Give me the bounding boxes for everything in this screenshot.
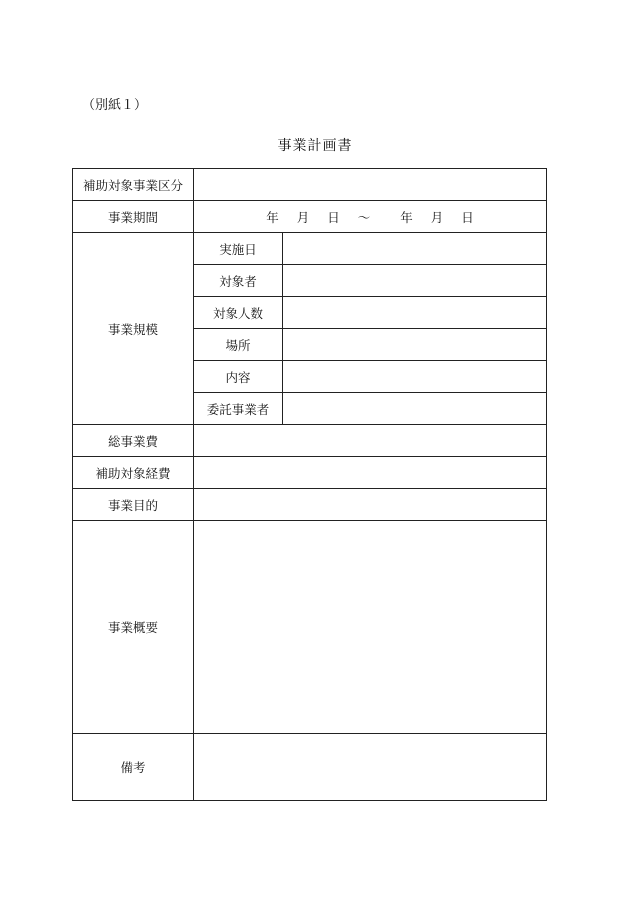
scale-label: 事業規模	[73, 233, 194, 425]
scale-content-label: 内容	[194, 361, 283, 393]
plan-table	[72, 168, 547, 801]
total-cost-label: 総事業費	[73, 425, 194, 457]
category-field[interactable]	[194, 169, 547, 201]
row-summary	[73, 521, 547, 734]
purpose-label: 事業目的	[73, 489, 194, 521]
scale-target-label: 対象者	[194, 265, 283, 297]
scale-date-label: 実施日	[194, 233, 283, 265]
period-end-month: 月	[430, 209, 444, 225]
scale-place-field[interactable]	[283, 329, 547, 361]
scale-content-field[interactable]	[283, 361, 547, 393]
scale-date-field[interactable]	[283, 233, 547, 265]
row-period	[73, 201, 547, 233]
row-category	[73, 169, 547, 201]
scale-headcount-label: 対象人数	[194, 297, 283, 329]
scale-headcount-field[interactable]	[283, 297, 547, 329]
period-tilde: ～	[357, 209, 371, 225]
notes-field[interactable]	[194, 734, 547, 801]
row-scale-date	[73, 233, 547, 265]
row-notes	[73, 734, 547, 801]
scale-contractor-field[interactable]	[283, 393, 547, 425]
eligible-cost-field[interactable]	[194, 457, 547, 489]
period-field[interactable]	[194, 201, 547, 233]
summary-label: 事業概要	[73, 521, 194, 734]
row-purpose	[73, 489, 547, 521]
eligible-cost-label: 補助対象経費	[73, 457, 194, 489]
page-title: 事業計画書	[277, 138, 353, 154]
period-end-year: 年	[400, 209, 413, 225]
scale-place-label: 場所	[194, 329, 283, 361]
period-label: 事業期間	[73, 201, 194, 233]
purpose-field[interactable]	[194, 489, 547, 521]
category-label: 補助対象事業区分	[73, 169, 194, 201]
row-total-cost	[73, 425, 547, 457]
scale-target-field[interactable]	[283, 265, 547, 297]
annex-label: （別紙１）	[82, 98, 148, 113]
row-eligible-cost	[73, 457, 547, 489]
period-start-day: 日	[327, 209, 340, 225]
period-end-day: 日	[461, 209, 474, 225]
scale-contractor-label: 委託事業者	[194, 393, 283, 425]
notes-label: 備考	[73, 734, 194, 801]
summary-field[interactable]	[194, 521, 547, 734]
period-start-year: 年	[266, 209, 279, 225]
total-cost-field[interactable]	[194, 425, 547, 457]
period-start-month: 月	[296, 209, 310, 225]
